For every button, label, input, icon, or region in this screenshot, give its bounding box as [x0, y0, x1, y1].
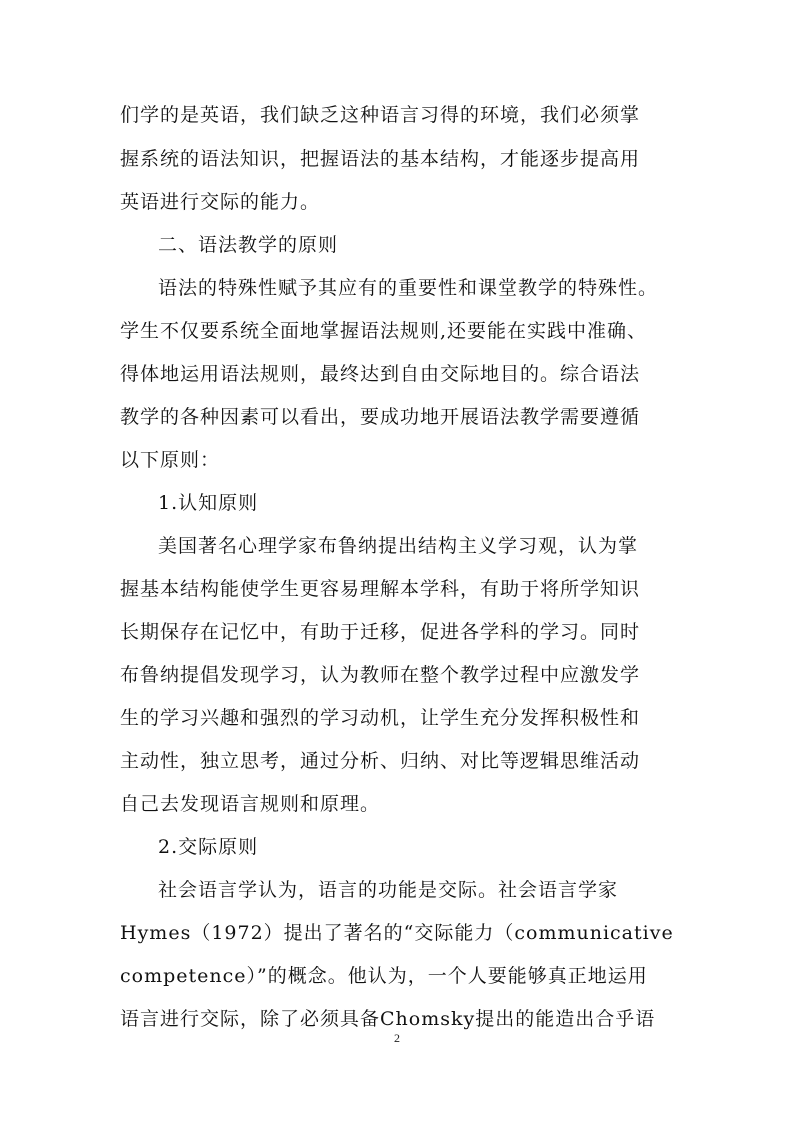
text-line: 握基本结构能使学生更容易理解本学科，有助于将所学知识	[120, 578, 641, 600]
section-heading: 二、语法教学的原则	[158, 234, 339, 256]
text-line: 长期保存在记忆中，有助于迁移，促进各学科的学习。同时	[120, 621, 641, 643]
text-line: 以下原则：	[120, 449, 221, 471]
subsection-heading: 1.认知原则	[158, 492, 259, 514]
text-line: 得体地运用语法规则，最终达到自由交际地目的。综合语法	[120, 363, 641, 385]
text-line: 生的学习兴趣和强烈的学习动机，让学生充分发挥积极性和	[120, 707, 641, 729]
text-line: 主动性，独立思考，通过分析、归纳、对比等逻辑思维活动	[120, 750, 641, 772]
text-line: 语法的特殊性赋予其应有的重要性和课堂教学的特殊性。	[158, 277, 659, 299]
page-number: 2	[394, 1031, 400, 1045]
text-line: 学生不仅要系统全面地掌握语法规则,还要能在实践中准确、	[120, 320, 648, 342]
text-line: Hymes（1972）提出了著名的“交际能力（communicative	[120, 922, 674, 944]
text-line: 握系统的语法知识，把握语法的基本结构，才能逐步提高用	[120, 148, 641, 170]
text-line: competence）”的概念。他认为，一个人要能够真正地运用	[120, 965, 648, 987]
subsection-heading: 2.交际原则	[158, 836, 259, 858]
text-line: 社会语言学认为，语言的功能是交际。社会语言学家	[158, 879, 619, 901]
text-line: 自己去发现语言规则和原理。	[120, 793, 381, 815]
text-line: 教学的各种因素可以看出，要成功地开展语法教学需要遵循	[120, 406, 641, 428]
text-line: 美国著名心理学家布鲁纳提出结构主义学习观，认为掌	[158, 535, 639, 557]
text-line: 英语进行交际的能力。	[120, 191, 321, 213]
text-line: 布鲁纳提倡发现学习，认为教师在整个教学过程中应激发学	[120, 664, 641, 686]
text-line: 们学的是英语，我们缺乏这种语言习得的环境，我们必须掌	[120, 104, 641, 126]
text-line: 语言进行交际，除了必须具备Chomsky提出的能造出合乎语	[120, 1008, 656, 1030]
